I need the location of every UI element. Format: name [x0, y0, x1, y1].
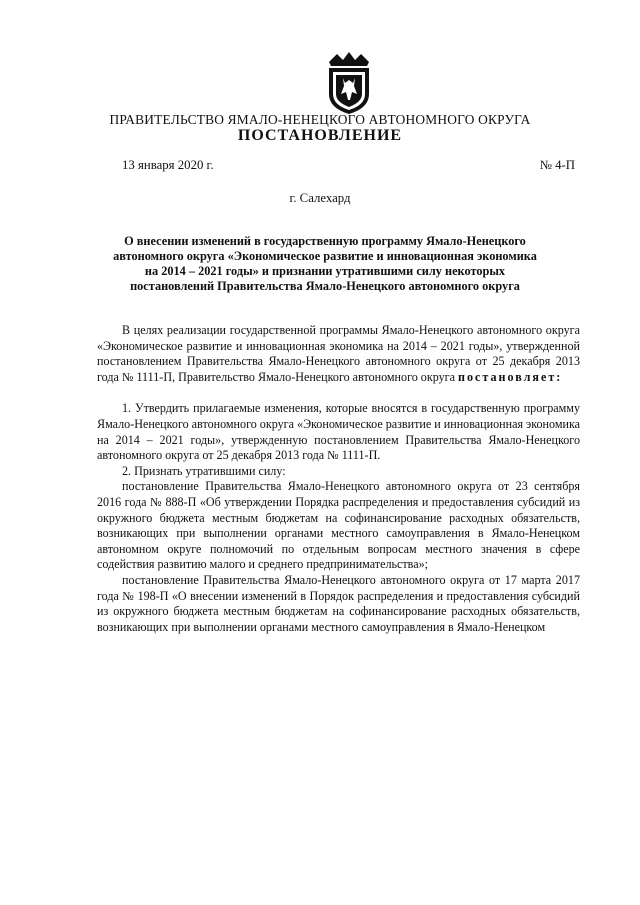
intro-verb: постановляет:	[458, 369, 563, 384]
item-2: 2. Признать утратившими силу:	[122, 463, 286, 478]
document-body	[97, 323, 580, 635]
government-name: ПРАВИТЕЛЬСТВО ЯМАЛО-НЕНЕЦКОГО АВТОНОМНОГО ОКРУГА	[109, 112, 531, 127]
document-type: ПОСТАНОВЛЕНИЕ	[237, 127, 403, 144]
intro-paragraph	[97, 323, 580, 385]
item-2-a: постановление Правительства Ямало-Ненецкого автономного округа от 23 сентября 2016 года № 888-П «Об утверждении Порядка распределения и предоставления субсидий из окружного бюджета местным бюджетам на софинансирование расходных обязательств, возникающих при выполнении органами местного самоуправления в Ямало-Ненецком автономном округе полномочий по отдельным вопросам местного значения в сфере содействия развитию малого и среднего предпринимательства»;	[97, 479, 580, 572]
item-1: 1. Утвердить прилагаемые изменения, которые вносятся в государственную программу Ямало-Ненецкого автономного округа «Экономическое развитие и инновационная экономика на 2014 – 2021 годы», утвержденную постановлением Правительства Ямало-Ненецкого автономного округа от 25 декабря 2013 года № 1111-П.	[97, 401, 580, 463]
document-date: 13 января 2020 г.	[122, 158, 214, 172]
intro-text: В целях реализации государственной программы Ямало-Ненецкого автономного округа «Экономическое развитие и инновационная экономика на 2014 – 2021 годы», утвержденной постановлением Правительства Ямало-Ненецкого автономного округа от 25 декабря 2013 года № 1111-П, Правительство Ямало-Ненецкого автономного округа	[97, 323, 580, 384]
item-2-b: постановление Правительства Ямало-Ненецкого автономного округа от 17 марта 2017 года № 198-П «О внесении изменений в Порядок распределения и предоставления субсидий из окружного бюджета местным бюджетам на софинансирование расходных обязательств, возникающих при выполнении органами местного самоуправления в Ямало-Ненецком	[97, 572, 580, 634]
coat-of-arms-emblem	[323, 50, 375, 116]
document-number: № 4-П	[539, 158, 575, 172]
document-city: г. Салехард	[289, 191, 351, 205]
document-title: О внесении изменений в государственную программу Ямало-Ненецкого автономного округа «Экономическое развитие и инновационная экономика на 2014 – 2021 годы» и признании утратившими силу некоторых постановлений Правительства Ямало-Ненецкого автономного округа	[113, 234, 537, 293]
